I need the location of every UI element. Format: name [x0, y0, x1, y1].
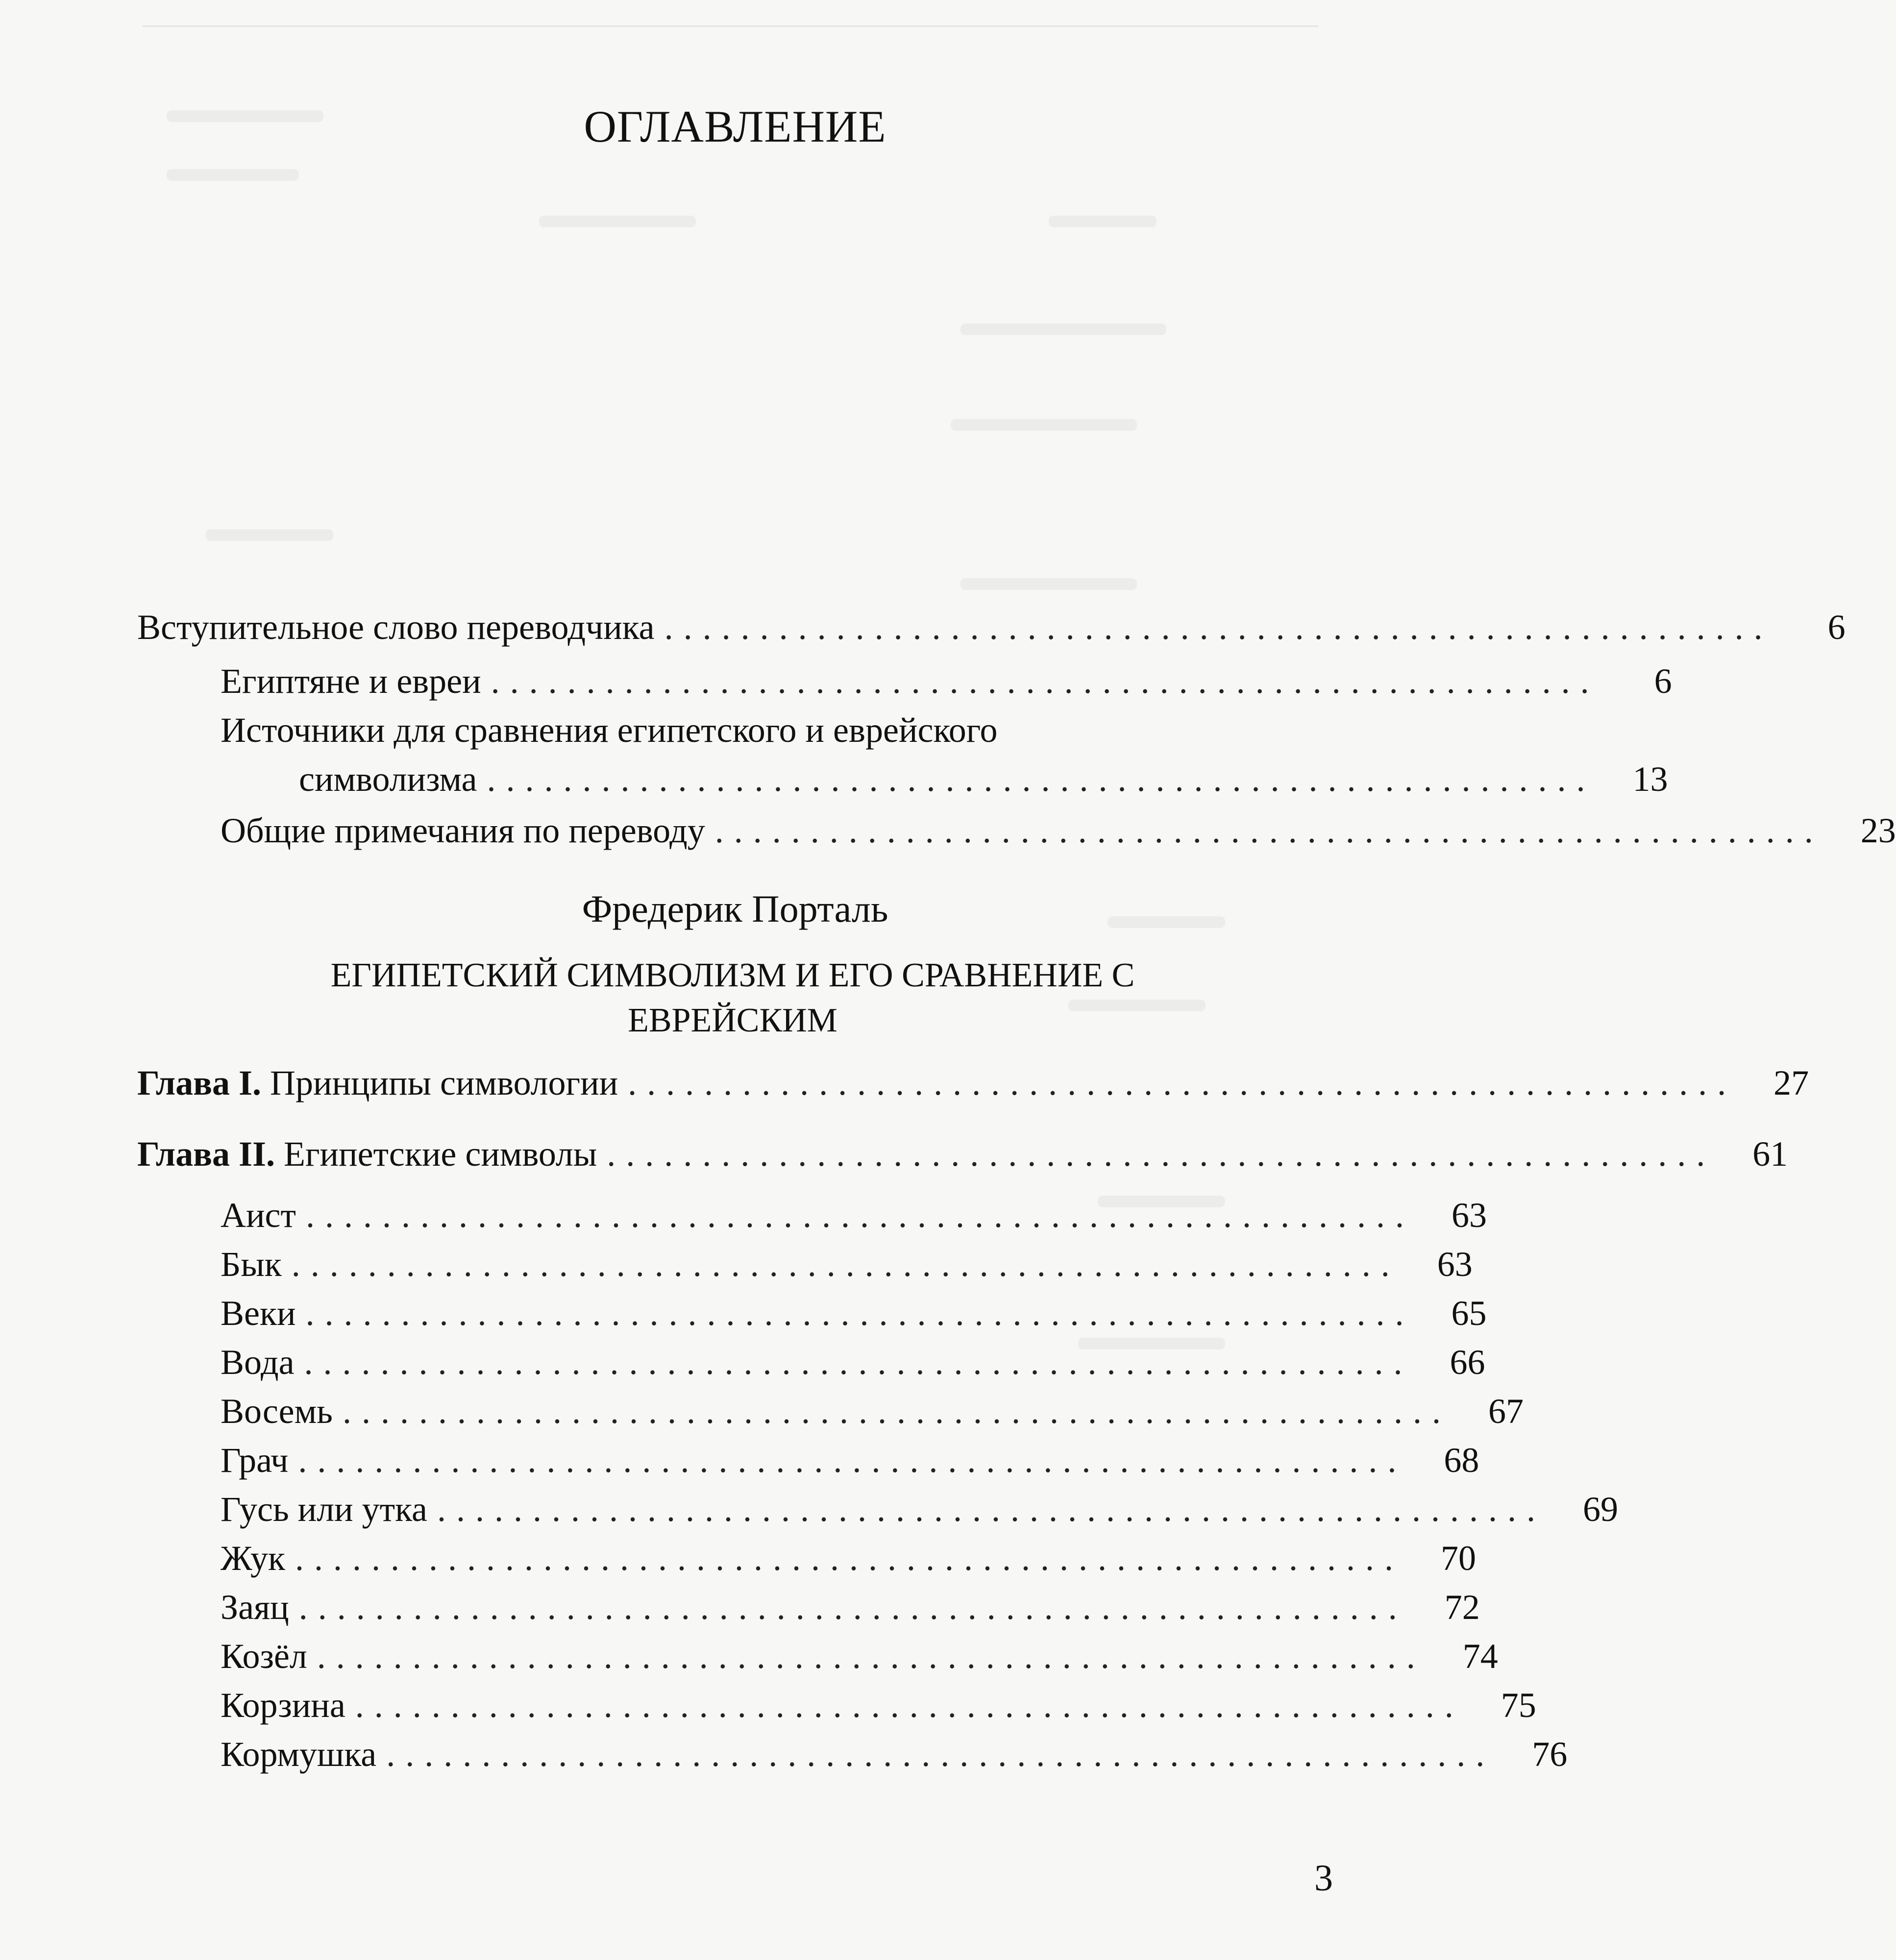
page-number: 3: [1314, 1858, 1333, 1899]
toc-entry-label: Кормушка: [221, 1735, 377, 1774]
leader-dots: ..........................................................: [291, 1245, 1400, 1284]
toc-entry-symbol[interactable]: [221, 1291, 1487, 1335]
toc-entry-foreword[interactable]: [137, 605, 1846, 649]
toc-page-number: 13: [1632, 760, 1668, 799]
show-through-text: [960, 323, 1166, 335]
toc-page-number: 65: [1451, 1294, 1487, 1333]
toc-entry-label: Заяц: [221, 1588, 289, 1627]
toc-entry-label: Корзина: [221, 1686, 345, 1725]
toc-page-number: 68: [1444, 1441, 1479, 1480]
chapter-number: Глава I.: [137, 1063, 261, 1102]
toc-entry-subsection[interactable]: [221, 659, 1672, 703]
leader-dots: ..........................................................: [295, 1539, 1404, 1578]
leader-dots: ..........................................................: [304, 1343, 1413, 1382]
toc-entry-chapter[interactable]: [137, 1132, 1788, 1176]
toc-entry-symbol[interactable]: [221, 1634, 1498, 1678]
leader-dots: ..........................................................: [317, 1637, 1426, 1676]
toc-page-number: 23: [1860, 811, 1896, 850]
leader-dots: ..........................................................: [487, 760, 1596, 799]
toc-entry-symbol[interactable]: [221, 1438, 1479, 1482]
toc-entry-symbol[interactable]: [221, 1242, 1473, 1286]
toc-page-number: 6: [1654, 662, 1672, 701]
toc-page-number: 69: [1582, 1490, 1618, 1529]
chapter-number: Глава II.: [137, 1134, 275, 1174]
toc-entry-label: Бык: [221, 1245, 282, 1284]
toc-entry-subsection[interactable]: [221, 808, 1896, 853]
toc-entry-subsection[interactable]: [299, 757, 1668, 801]
leader-dots: ..........................................................: [298, 1441, 1407, 1480]
toc-page-number: 63: [1437, 1245, 1473, 1284]
toc-page-number: 75: [1501, 1686, 1536, 1725]
show-through-text: [206, 529, 333, 541]
chapter-title: Принципы символогии: [270, 1063, 618, 1102]
toc-entry-label: Жук: [221, 1539, 285, 1578]
toc-entry-symbol[interactable]: [221, 1732, 1568, 1776]
toc-page-number: 76: [1532, 1735, 1568, 1774]
toc-entry-label: Грач: [221, 1441, 289, 1480]
toc-entry-label: Гусь или утка: [221, 1490, 427, 1529]
book-title: ЕГИПЕТСКИЙ СИМВОЛИЗМ И ЕГО СРАВНЕНИЕ С ЕВРЕЙСКИМ: [330, 956, 1135, 1039]
toc-entry-label: Египтяне и евреи: [221, 662, 481, 701]
toc-entry-label: Восемь: [221, 1392, 333, 1431]
leader-dots: ..........................................................: [714, 811, 1823, 850]
toc-page-number: 61: [1752, 1134, 1788, 1174]
toc-entry-symbol[interactable]: [221, 1536, 1476, 1580]
toc-entry-label: Вступительное слово переводчика: [137, 608, 655, 647]
show-through-text: [1049, 216, 1157, 227]
toc-page-number: 66: [1450, 1343, 1485, 1382]
toc-page-number: 70: [1440, 1539, 1476, 1578]
toc-page-number: 72: [1444, 1588, 1480, 1627]
toc-page-number: 67: [1488, 1392, 1524, 1431]
leader-dots: ..........................................................: [437, 1490, 1546, 1529]
toc-entry-symbol[interactable]: [221, 1683, 1536, 1727]
leader-dots: ..........................................................: [305, 1196, 1414, 1235]
toc-page-number: 63: [1451, 1196, 1487, 1235]
show-through-rule: [142, 25, 1318, 27]
show-through-text: [539, 216, 696, 227]
leader-dots: ..........................................................: [607, 1134, 1716, 1174]
chapter-title: Египетские символы: [284, 1134, 597, 1174]
leader-dots: ..........................................................: [298, 1588, 1407, 1627]
toc-entry-symbol[interactable]: [221, 1340, 1485, 1384]
leader-dots: ..........................................................: [628, 1063, 1737, 1102]
toc-page-number: 74: [1462, 1637, 1498, 1676]
toc-page-number: 6: [1827, 608, 1846, 647]
toc-entry-symbol[interactable]: [221, 1585, 1480, 1629]
leader-dots: ..........................................................: [305, 1294, 1414, 1333]
toc-entry-label: Вода: [221, 1343, 295, 1382]
show-through-text: [167, 169, 299, 181]
toc-entry-label-line1[interactable]: Источники для сравнения египетского и еврейского: [221, 710, 998, 750]
leader-dots: ..........................................................: [664, 608, 1773, 647]
leader-dots: ..........................................................: [343, 1392, 1452, 1431]
leader-dots: ..........................................................: [386, 1735, 1495, 1774]
toc-entry-label: Веки: [221, 1294, 296, 1333]
toc-entry-symbol[interactable]: [221, 1487, 1618, 1531]
toc-entry-label: Аист: [221, 1196, 296, 1235]
toc-entry-symbol[interactable]: [221, 1389, 1524, 1433]
toc-page-number: 27: [1773, 1063, 1809, 1102]
toc-entry-label: символизма: [299, 760, 477, 799]
toc-entry-symbol[interactable]: [221, 1193, 1487, 1237]
show-through-text: [951, 419, 1137, 431]
toc-entry-label: Общие примечания по переводу: [221, 811, 705, 850]
toc-entry-chapter[interactable]: [137, 1061, 1809, 1105]
leader-dots: ..........................................................: [491, 662, 1600, 701]
page-title: ОГЛАВЛЕНИЕ: [584, 101, 886, 151]
author-name: Фредерик Порталь: [582, 887, 888, 930]
leader-dots: ..........................................................: [355, 1686, 1464, 1725]
show-through-text: [960, 578, 1137, 590]
toc-entry-label: Козёл: [221, 1637, 307, 1676]
